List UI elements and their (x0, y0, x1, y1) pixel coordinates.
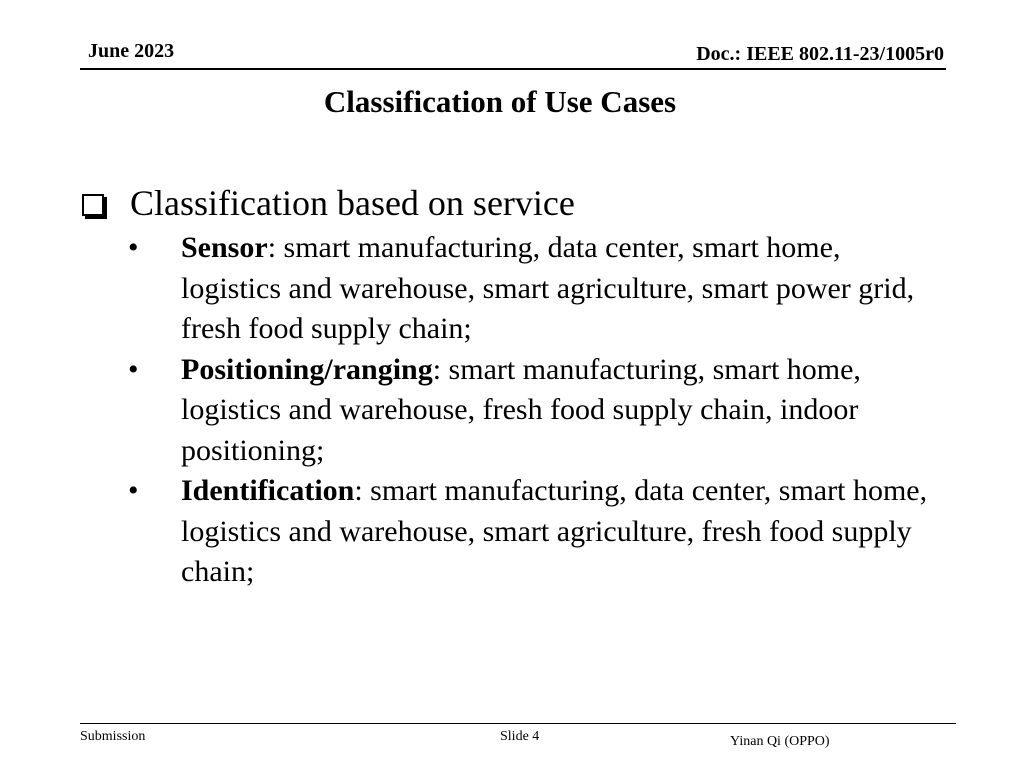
footer-divider (80, 723, 956, 724)
bullet-dot-icon: • (128, 231, 139, 264)
list-item-text (181, 350, 928, 472)
list-item-text (181, 228, 928, 350)
checkbox-bullet-icon (82, 194, 104, 216)
list-item (128, 228, 928, 350)
footer-submission: Submission (80, 729, 146, 744)
list-item-term: Identification (181, 474, 355, 507)
bullet-dot-icon: • (128, 352, 139, 386)
level1-bullet (82, 182, 575, 224)
list-item-description: : smart manufacturing, smart home, logistics and warehouse, fresh food supply chain, indoor positioning; (181, 352, 861, 467)
list-item-description: : smart manufacturing, data center, smart home, logistics and warehouse, smart agriculture, smart power grid, fresh food supply chain; (181, 231, 915, 345)
bullet-dot-icon: • (128, 474, 139, 507)
list-item-text (181, 471, 928, 593)
header-doc-id: Doc.: IEEE 802.11-23/1005r0 (696, 43, 944, 65)
bullet-list (128, 228, 928, 593)
level1-text: Classification based on service (130, 183, 575, 223)
list-item-term: Sensor (181, 231, 268, 264)
list-item-description: : smart manufacturing, data center, smart home, logistics and warehouse, smart agriculture, fresh food supply chain; (181, 474, 928, 588)
list-item (128, 350, 928, 472)
footer-author: Yinan Qi (OPPO) (730, 734, 830, 749)
header-divider (80, 68, 946, 70)
slide-title: Classification of Use Cases (323, 84, 677, 119)
list-item-term: Positioning/ranging (181, 352, 433, 386)
header-date: June 2023 (88, 40, 175, 62)
list-item (128, 471, 928, 593)
footer-slide-number: Slide 4 (500, 729, 540, 744)
